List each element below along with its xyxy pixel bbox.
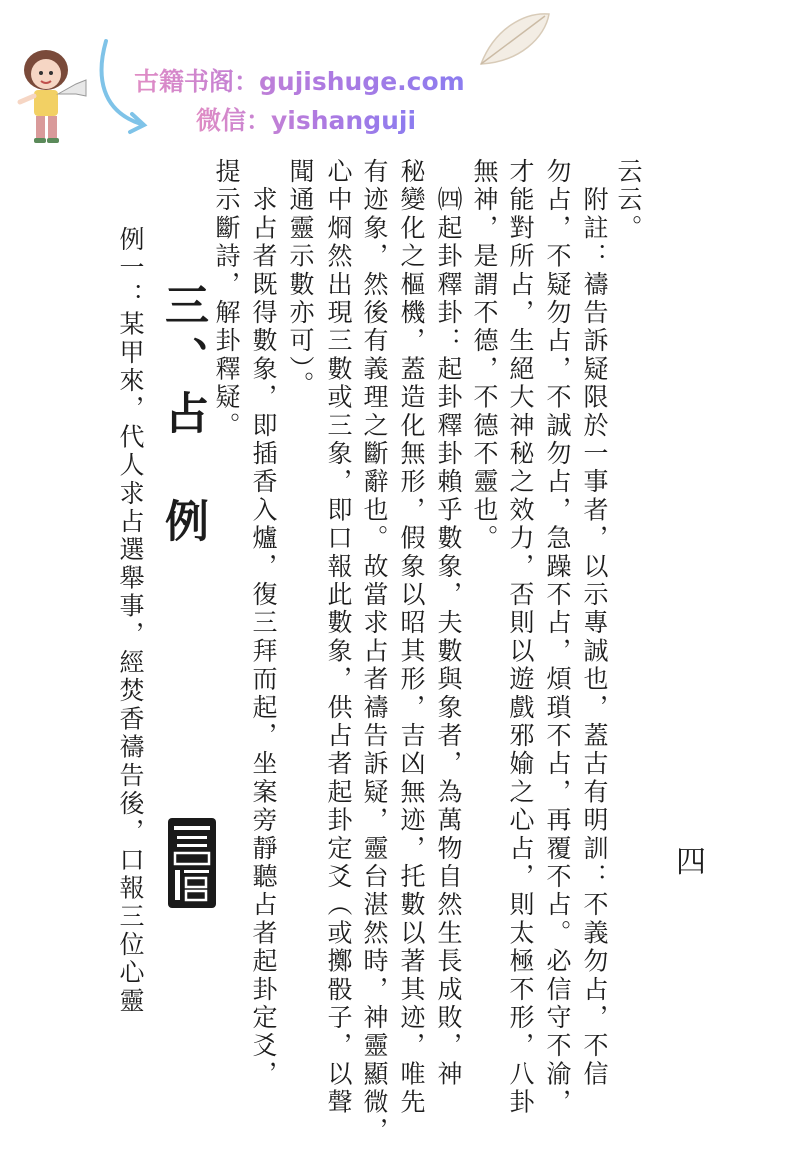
text-column-13: 例一：某甲來，代人求占選舉事，經焚香禱告後，口報三位心靈 xyxy=(116,226,145,1016)
text-column-4: 才能對所占，生絕大神秘之效力，否則以遊戲邪媮之心占，則太極不形，八卦 xyxy=(506,158,535,1117)
page-number: 四 xyxy=(676,845,706,880)
text-column-9: 心中烱然出現三數或三象，即口報此數象，供占者起卦定爻（或擲骰子，以聲 xyxy=(324,158,353,1117)
leaf-icon xyxy=(475,8,553,70)
text-column-12: 提示斷詩，解卦釋疑。 xyxy=(212,158,241,440)
text-column-1: 云云。 xyxy=(614,158,643,243)
section-heading: 三、占 例 xyxy=(157,282,208,552)
text-column-10: 聞通靈示數亦可）。 xyxy=(286,158,315,400)
mascot-illustration xyxy=(6,40,102,152)
text-column-5: 無神，是謂不德，不德不靈也。 xyxy=(470,158,499,553)
text-column-8: 有迹象，然後有義理之斷辭也。故當求占者禱告訴疑，靈台湛然時，神靈顯微， xyxy=(360,158,389,1145)
text-column-7: 秘變化之樞機，蓋造化無形，假象以昭其形，吉凶無迹，托數以著其迹，唯先 xyxy=(397,158,426,1117)
text-column-6: ㈣起卦釋卦：起卦釋卦賴乎數象，夫數與象者，為萬物自然生長成敗，神 xyxy=(434,158,463,1089)
text-column-11: 求占者既得數象，即插香入爐，復三拜而起，坐案旁靜聽占者起卦定爻， xyxy=(249,158,278,1089)
seal-stamp xyxy=(166,816,218,910)
text-column-3: 勿占，不疑勿占，不誠勿占，急躁不占，煩瑣不占，再覆不占。必信守不渝， xyxy=(543,158,572,1117)
text-column-2: 附註：禱告訴疑限於一事者，以示專誠也，蓋古有明訓：不義勿占，不信 xyxy=(580,158,609,1089)
watermark-wechat: 微信：yishanguji xyxy=(196,101,416,137)
watermark-site: 古籍书阁：gujishuge.com xyxy=(134,62,465,98)
